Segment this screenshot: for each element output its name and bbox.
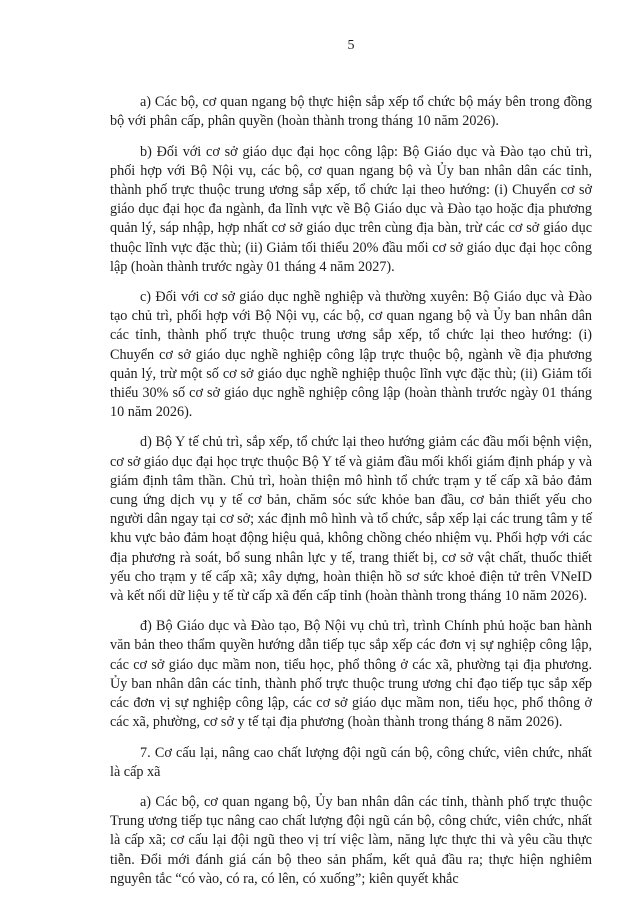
paragraph-6d: d) Bộ Y tế chủ trì, sắp xếp, tổ chức lại theo hướng giảm các đầu mối bệnh viện, cơ sở giáo dục đại học trực thuộc Bộ Y tế và giảm đầu mối khối giám định pháp y và giám định tâm thần. Chủ trì, hoàn thiện mô hình tổ chức trạm y tế cấp xã bảo đảm cung ứng dịch vụ y tế cơ bản, chăm sóc sức khỏe ban đầu, cơ bản thiết yếu cho người dân ngay tại cơ sở; xác định mô hình và tổ chức, sắp xếp lại các trung tâm y tế khu vực bảo đảm hoạt động hiệu quả, không chồng chéo nhiệm vụ. Phối hợp với các địa phương rà soát, bổ sung nhân lực y tế, trang thiết bị, cơ sở vật chất, thuốc thiết yếu cho trạm y tế cấp xã; xây dựng, hoàn thiện hồ sơ sức khoẻ điện tử trên VNeID và kết nối dữ liệu y tế từ cấp xã đến cấp tỉnh (hoàn thành trong tháng 10 năm 2026). <box>110 434 592 605</box>
paragraph-6dd: đ) Bộ Giáo dục và Đào tạo, Bộ Nội vụ chủ trì, trình Chính phủ hoặc ban hành văn bản theo thẩm quyền hướng dẫn tiếp tục sắp xếp các đơn vị sự nghiệp công lập, các cơ sở giáo dục mầm non, tiểu học, phổ thông ở các xã, phường tại địa phương. Ủy ban nhân dân các tỉnh, thành phố trực thuộc trung ương chỉ đạo tiếp tục sắp xếp các đơn vị sự nghiệp công lập, các cơ sở giáo dục mầm non, tiểu học, phổ thông ở các xã, phường, cơ sở y tế tại địa phương (hoàn thành trong tháng 8 năm 2026). <box>110 618 592 731</box>
paragraph-6c: c) Đối với cơ sở giáo dục nghề nghiệp và thường xuyên: Bộ Giáo dục và Đào tạo chủ trì, phối hợp với Bộ Nội vụ, các bộ, cơ quan ngang bộ và Ủy ban nhân dân các tỉnh, thành phố trực thuộc trung ương sắp xếp, tổ chức lại theo hướng: (i) Chuyển cơ sở giáo dục nghề nghiệp công lập trực thuộc bộ, ngành về địa phương quản lý, trừ một số cơ sở giáo dục nghề nghiệp thuộc lĩnh vực đặc thù; (ii) Giảm tối thiểu 30% số cơ sở giáo dục nghề nghiệp công lập (hoàn thành trước ngày 01 tháng 10 năm 2026). <box>110 289 592 421</box>
section-7-heading: 7. Cơ cấu lại, nâng cao chất lượng đội ngũ cán bộ, công chức, viên chức, nhất là cấp xã <box>110 744 592 780</box>
paragraph-7a: a) Các bộ, cơ quan ngang bộ, Ủy ban nhân dân các tỉnh, thành phố trực thuộc Trung ương tiếp tục nâng cao chất lượng đội ngũ cán bộ, công chức, viên chức, nhất là cấp xã; cơ cấu lại đội ngũ theo vị trí việc làm, năng lực thực thi và yêu cầu thực tiễn. Đổi mới đánh giá cán bộ theo sản phẩm, kết quả đầu ra; thực hiện nghiêm nguyên tắc “có vào, có ra, có lên, có xuống”; kiên quyết khắc <box>110 793 592 887</box>
paragraph-6b: b) Đối với cơ sở giáo dục đại học công lập: Bộ Giáo dục và Đào tạo chủ trì, phối hợp với Bộ Nội vụ, các bộ, cơ quan ngang bộ và Ủy ban nhân dân các tỉnh, thành phố trực thuộc trung ương sắp xếp, tổ chức lại theo hướng: (i) Chuyển cơ sở giáo dục đại học đa ngành, đa lĩnh vực về Bộ Giáo dục và Đào tạo hoặc địa phương quản lý, sáp nhập, hợp nhất cơ sở giáo dục trên cùng địa bàn, trừ các cơ sở giáo dục thuộc lĩnh vực đặc thù; (ii) Giảm tối thiểu 20% đầu mối cơ sở giáo dục đại học công lập (hoàn thành trước ngày 01 tháng 4 năm 2027). <box>110 143 592 275</box>
paragraph-6a: a) Các bộ, cơ quan ngang bộ thực hiện sắp xếp tổ chức bộ máy bên trong đồng bộ với phân cấp, phân quyền (hoàn thành trong tháng 10 năm 2026). <box>110 94 592 130</box>
page-number: 5 <box>347 38 355 53</box>
